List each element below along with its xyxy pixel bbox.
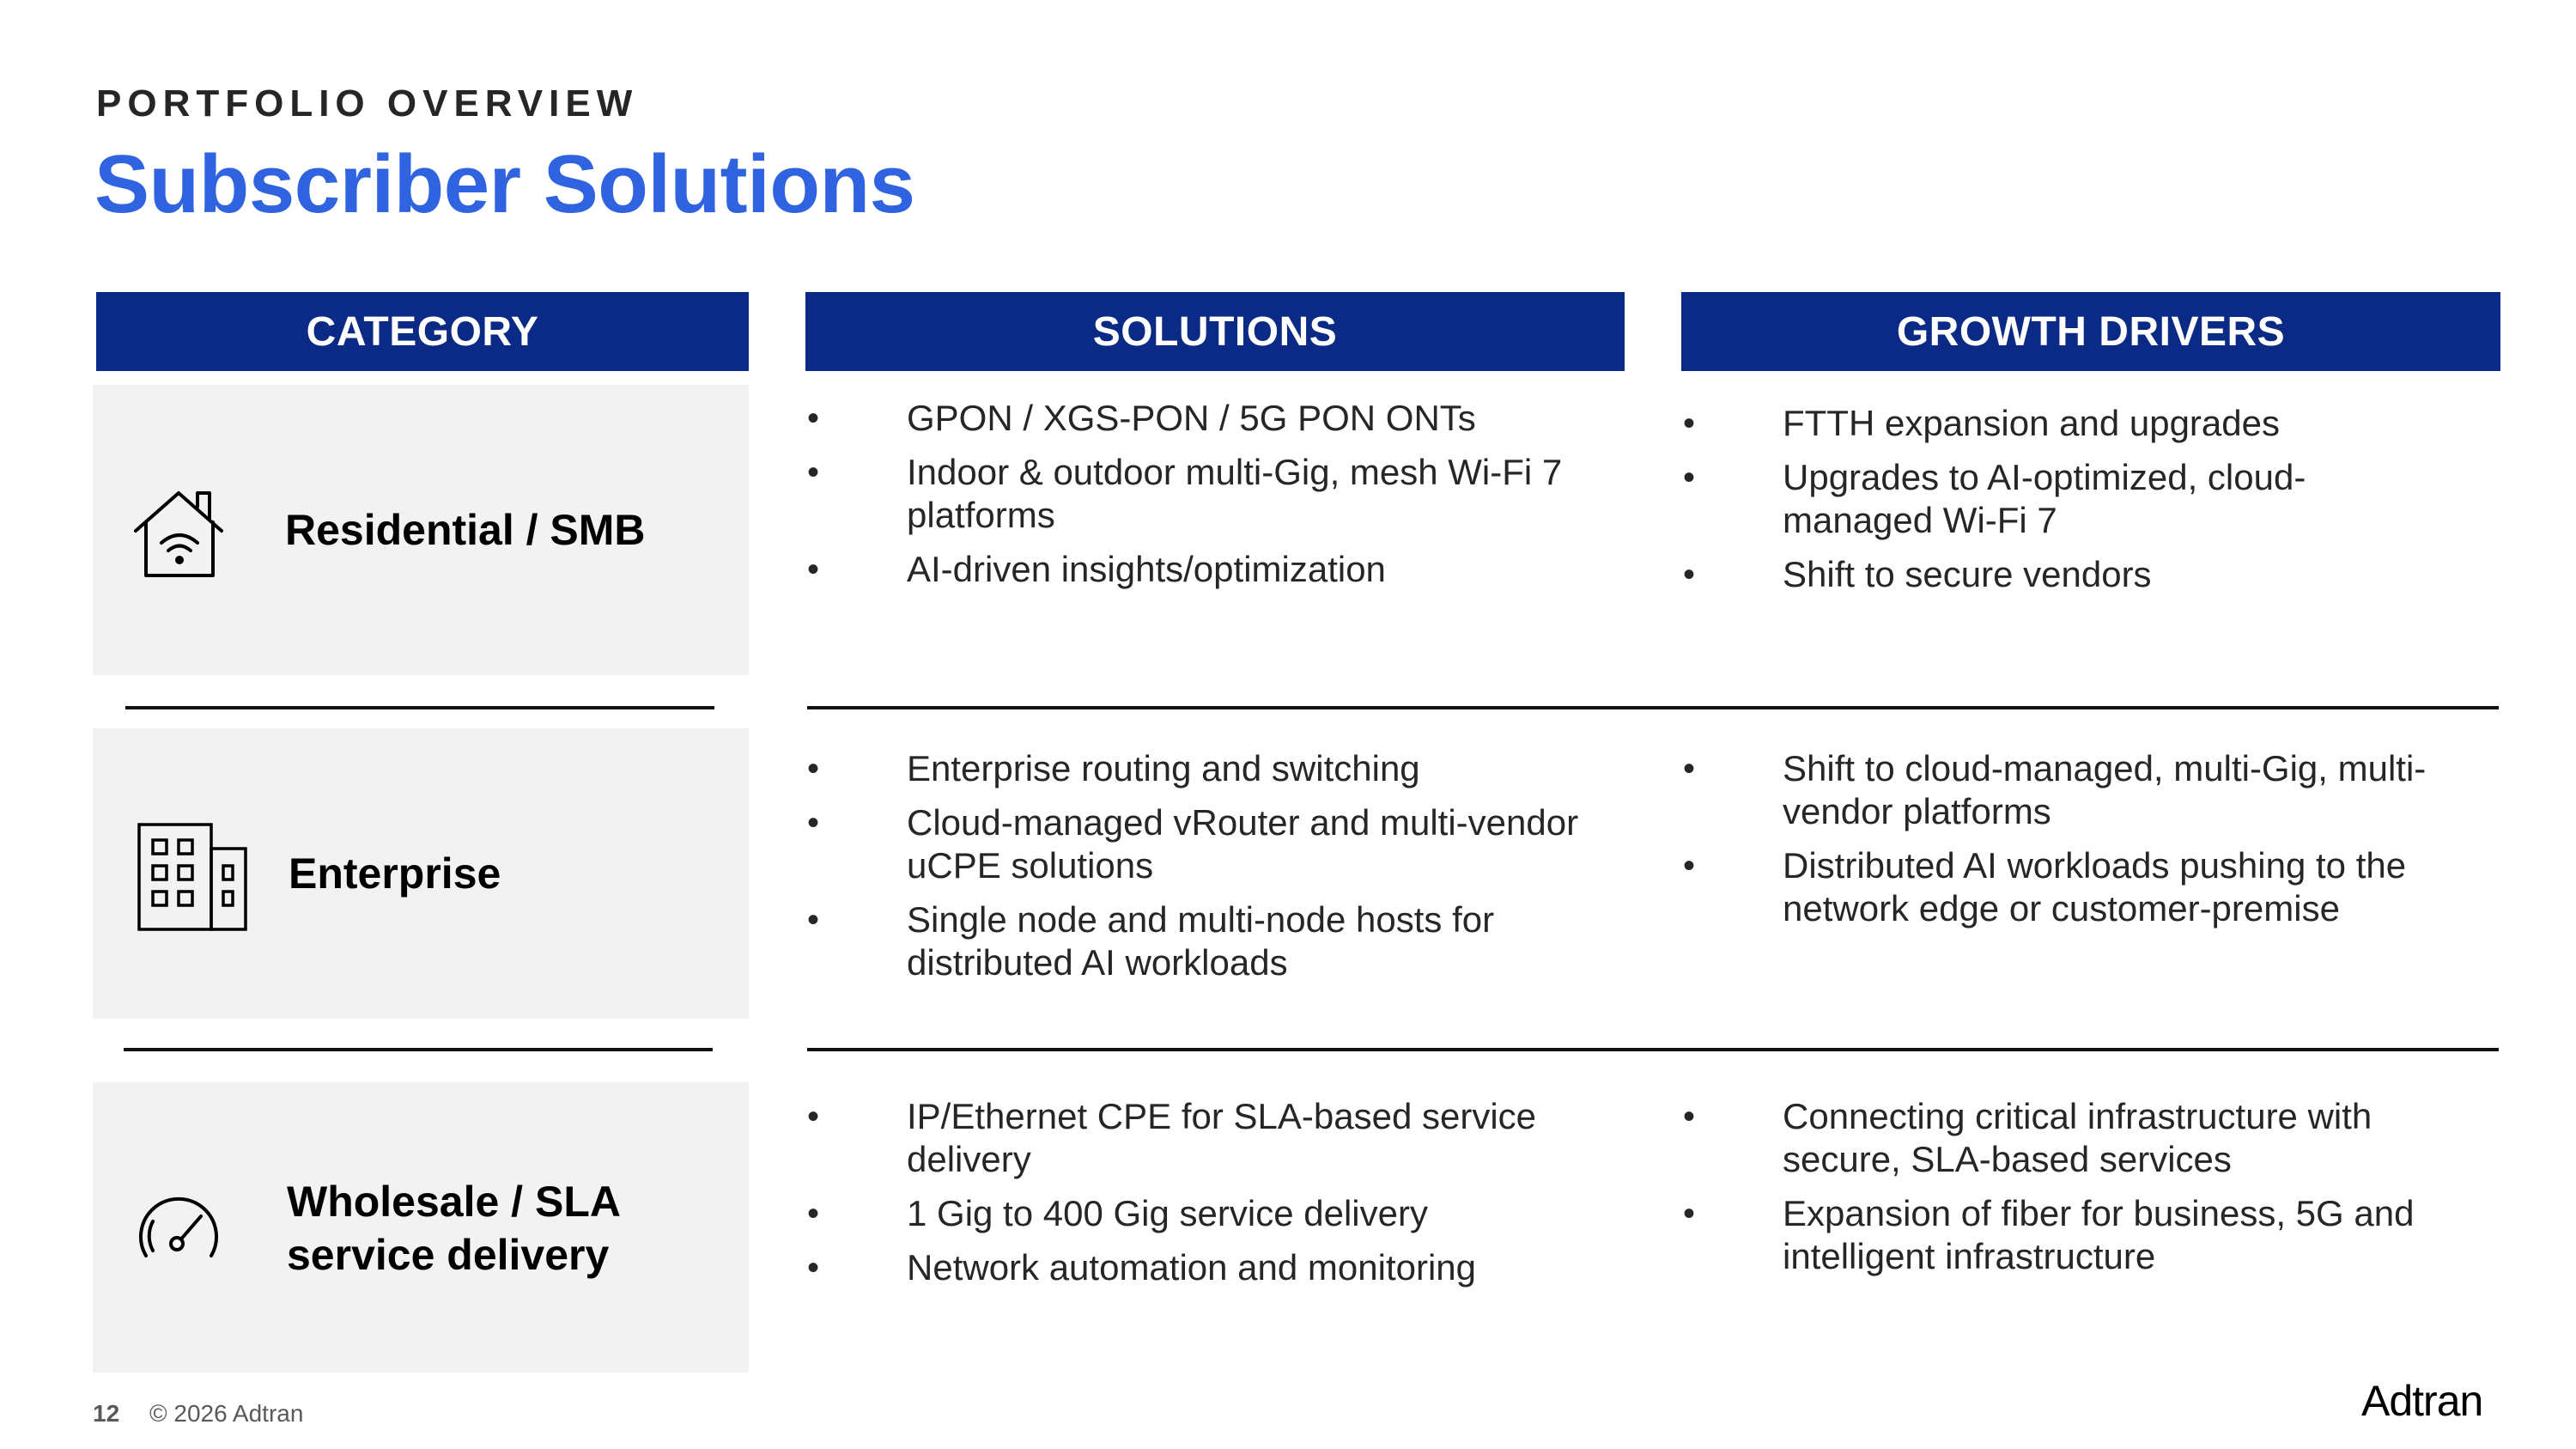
- list-item: • Network automation and monitoring: [807, 1246, 1563, 1289]
- list-item: • Upgrades to AI-optimized, cloud-managed Wi-Fi 7: [1683, 456, 2456, 542]
- office-building-icon: [136, 821, 251, 933]
- solutions-list-wholesale: [807, 1095, 1563, 1300]
- list-item: • Expansion of fiber for business, 5G and intelligent infrastructure: [1683, 1192, 2456, 1278]
- house-wifi-icon: [131, 481, 232, 582]
- list-item: • Distributed AI workloads pushing to the network edge or customer-premise: [1683, 844, 2456, 930]
- category-label: Residential / SMB: [285, 506, 646, 554]
- list-item: • GPON / XGS-PON / 5G PON ONTs: [807, 397, 1614, 440]
- column-header-growth-drivers: GROWTH DRIVERS: [1681, 292, 2500, 371]
- list-item: • Shift to secure vendors: [1683, 553, 2456, 596]
- column-header-solutions: SOLUTIONS: [805, 292, 1625, 371]
- category-cell-enterprise: [93, 728, 749, 1019]
- growth-drivers-list-enterprise: [1683, 747, 2456, 941]
- list-item: • Shift to cloud-managed, multi-Gig, multi-vendor platforms: [1683, 747, 2456, 833]
- column-header-category: CATEGORY: [96, 292, 749, 371]
- row-divider: [124, 1048, 713, 1051]
- category-label: Enterprise: [289, 849, 501, 898]
- adtran-logo: Adtran: [2361, 1377, 2483, 1425]
- list-item: • 1 Gig to 400 Gig service delivery: [807, 1192, 1563, 1235]
- growth-drivers-list-wholesale: [1683, 1095, 2456, 1289]
- category-cell-wholesale: [93, 1082, 749, 1373]
- list-item: • Indoor & outdoor multi-Gig, mesh Wi-Fi 7 platforms: [807, 451, 1614, 537]
- list-item: • IP/Ethernet CPE for SLA-based service delivery: [807, 1095, 1563, 1181]
- list-item: • Cloud-managed vRouter and multi-vendor uCPE solutions: [807, 801, 1614, 887]
- list-item: • Connecting critical infrastructure with secure, SLA-based services: [1683, 1095, 2456, 1181]
- solutions-list-enterprise: [807, 747, 1614, 995]
- list-item: • AI-driven insights/optimization: [807, 548, 1614, 591]
- category-cell-residential: [93, 385, 749, 675]
- list-item: • Enterprise routing and switching: [807, 747, 1614, 790]
- speedometer-icon: [134, 1190, 223, 1263]
- growth-drivers-list-residential: [1683, 402, 2456, 607]
- list-item: • FTTH expansion and upgrades: [1683, 402, 2456, 445]
- row-divider: [125, 706, 714, 709]
- list-item: • Single node and multi-node hosts for distributed AI workloads: [807, 898, 1614, 984]
- page-number: 12: [93, 1400, 120, 1427]
- copyright-text: © 2026 Adtran: [149, 1400, 304, 1427]
- page-title: Subscriber Solutions: [94, 138, 915, 230]
- solutions-list-residential: [807, 397, 1614, 602]
- eyebrow-label: PORTFOLIO OVERVIEW: [96, 82, 639, 125]
- category-label: Wholesale / SLA service delivery: [287, 1178, 620, 1279]
- row-divider: [807, 1048, 2499, 1051]
- row-divider: [807, 706, 2499, 709]
